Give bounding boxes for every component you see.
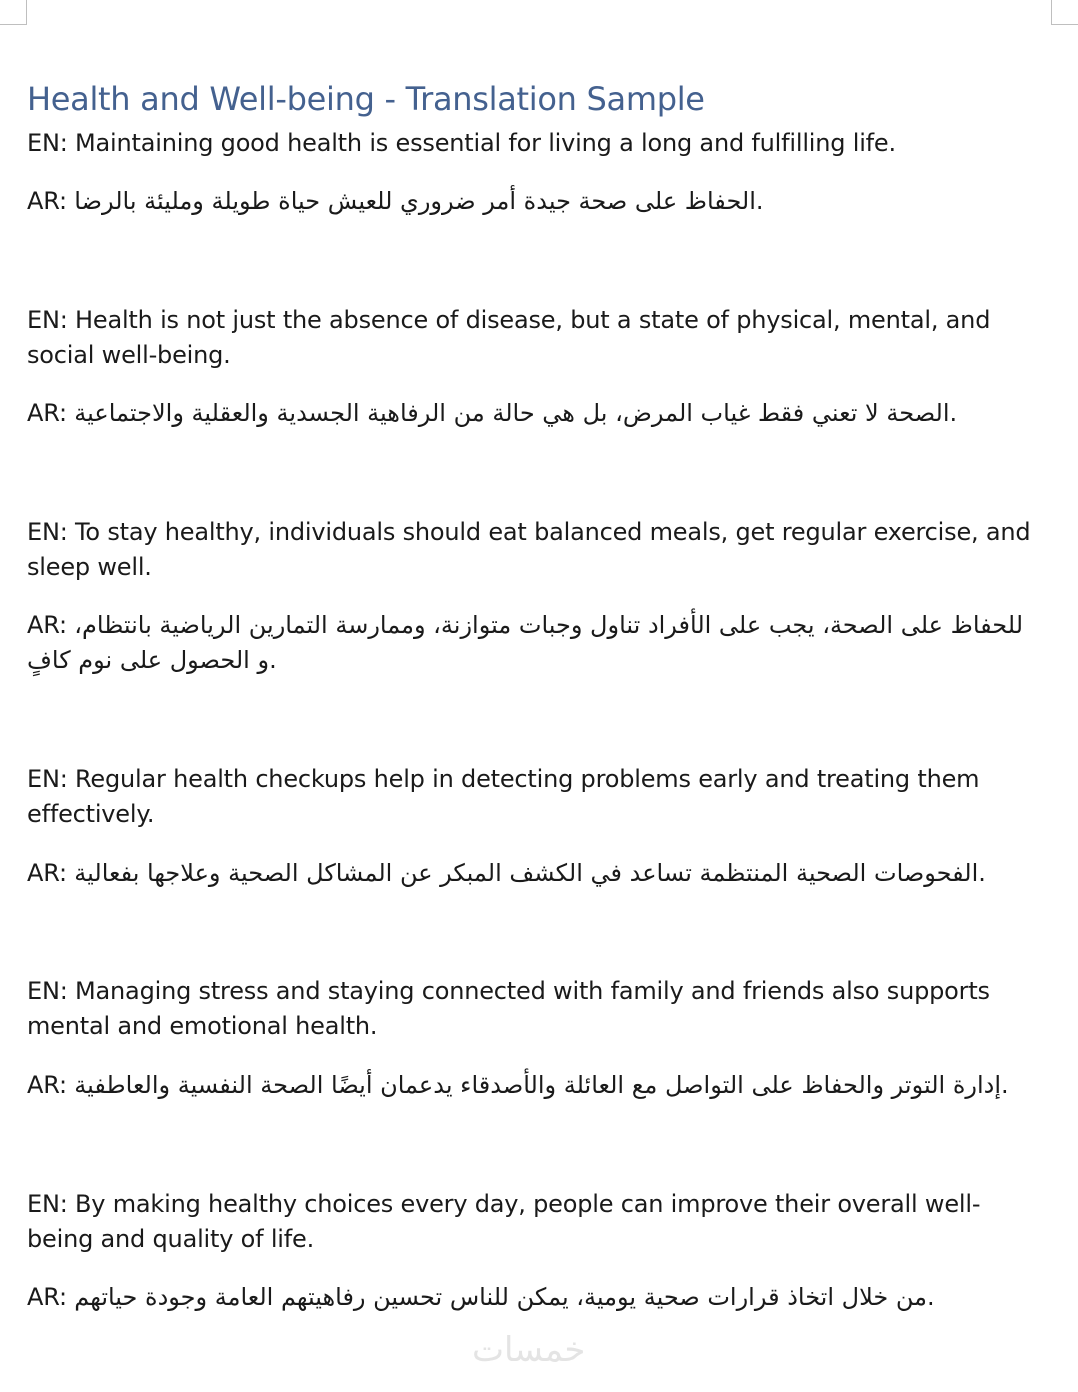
arabic-translation-6: AR: من خلال اتخاذ قرارات صحية يومية، يمكن للناس تحسين رفاهيتهم العامة وجودة حياتهم. bbox=[27, 1283, 935, 1311]
page-corner-mark-left bbox=[0, 0, 27, 25]
english-sentence-2: EN: Health is not just the absence of disease, but a state of physical, mental, and social well-being. bbox=[27, 306, 991, 369]
english-sentence-5: EN: Managing stress and staying connected with family and friends also supports mental and emotional health. bbox=[27, 977, 990, 1040]
arabic-translation-3: AR: للحفاظ على الصحة، يجب على الأفراد تناول وجبات متوازنة، وممارسة التمارين الرياضية بانتظام، و الحصول على نوم كافٍ. bbox=[27, 611, 1024, 674]
english-sentence-4: EN: Regular health checkups help in detecting problems early and treating them effectively. bbox=[27, 765, 980, 828]
page-corner-mark-right bbox=[1051, 0, 1078, 25]
english-sentence-3: EN: To stay healthy, individuals should eat balanced meals, get regular exercise, and sleep well. bbox=[27, 518, 1031, 581]
arabic-translation-2: AR: الصحة لا تعني فقط غياب المرض، بل هي حالة من الرفاهية الجسدية والعقلية والاجتماعية. bbox=[27, 399, 958, 427]
arabic-translation-4: AR: الفحوصات الصحية المنتظمة تساعد في الكشف المبكر عن المشاكل الصحية وعلاجها بفعالية. bbox=[27, 859, 986, 887]
arabic-translation-5: AR: إدارة التوتر والحفاظ على التواصل مع العائلة والأصدقاء يدعمان أيضًا الصحة النفسية والعاطفية. bbox=[27, 1071, 1009, 1099]
english-sentence-6: EN: By making healthy choices every day, people can improve their overall well-being and quality of life. bbox=[27, 1190, 981, 1253]
arabic-translation-1: AR: الحفاظ على صحة جيدة أمر ضروري للعيش حياة طويلة ومليئة بالرضا. bbox=[27, 187, 764, 215]
document-title: Health and Well-being - Translation Sample bbox=[27, 80, 705, 118]
watermark-logo: خمسات bbox=[472, 1330, 586, 1370]
english-sentence-1: EN: Maintaining good health is essential for living a long and fulfilling life. bbox=[27, 129, 896, 157]
